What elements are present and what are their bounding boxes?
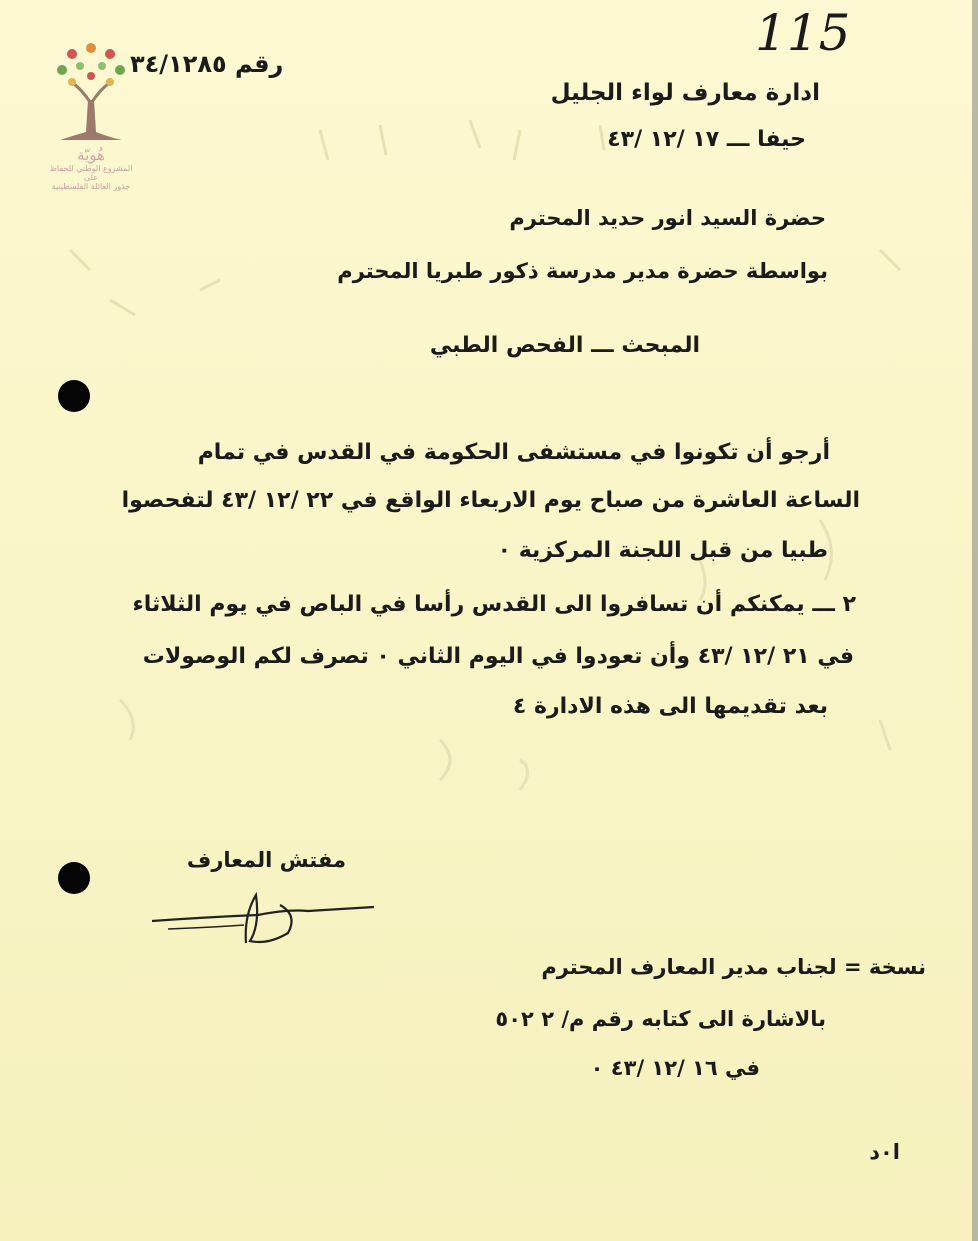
watermark-line2: جذور العائلة الفلسطينية xyxy=(51,182,131,191)
reference-number: رقم ٣٤/١٢٨٥ xyxy=(130,50,284,78)
office-header: ادارة معارف لواء الجليل xyxy=(550,80,820,106)
punch-hole-top xyxy=(58,380,90,412)
copy-line-3: في ١٦ /١٢ /٤٣ ٠ xyxy=(590,1056,760,1080)
place-date: حيفا ـــ ١٧ /١٢ /٤٣ xyxy=(607,127,806,152)
body-line-5: في ٢١ /١٢ /٤٣ وأن تعودوا في اليوم الثاني ٠ تصرف لكم الوصولات xyxy=(142,644,854,669)
watermark-text xyxy=(46,146,136,191)
signature xyxy=(148,885,380,955)
initials: ا٠د xyxy=(869,1140,900,1164)
punch-hole-bottom xyxy=(58,862,90,894)
via-line: بواسطة حضرة مدير مدرسة ذكور طبريا المحترم xyxy=(337,259,828,283)
body-line-3: طبيا من قبل اللجنة المركزية ٠ xyxy=(497,538,828,563)
watermark-brand: هُويّة xyxy=(77,146,105,164)
body-line-6: بعد تقديمها الى هذه الادارة ٤ xyxy=(512,694,828,719)
addressee: حضرة السيد انور حديد المحترم xyxy=(509,206,826,230)
body-line-4: ٢ ـــ يمكنكم أن تسافروا الى القدس رأسا في الباص في يوم الثلاثاء xyxy=(132,592,856,617)
watermark-line1: المشروع الوطني للحفاظ على xyxy=(49,164,133,182)
signatory-title: مفتش المعارف xyxy=(186,848,346,872)
subject-line: المبحث ـــ الفحص الطبي xyxy=(429,333,700,358)
page-number: 115 xyxy=(755,4,851,62)
copy-line-2: بالاشارة الى كتابه رقم م/ ٢ ٥٠٢ xyxy=(495,1007,826,1031)
page-edge xyxy=(972,0,978,1241)
copy-line-1: نسخة = لجناب مدير المعارف المحترم xyxy=(541,955,926,979)
body-line-2: الساعة العاشرة من صباح يوم الاربعاء الواقع في ٢٢ /١٢ /٤٣ لتفحصوا xyxy=(121,488,860,513)
body-line-1: أرجو أن تكونوا في مستشفى الحكومة في القدس في تمام xyxy=(197,440,830,465)
